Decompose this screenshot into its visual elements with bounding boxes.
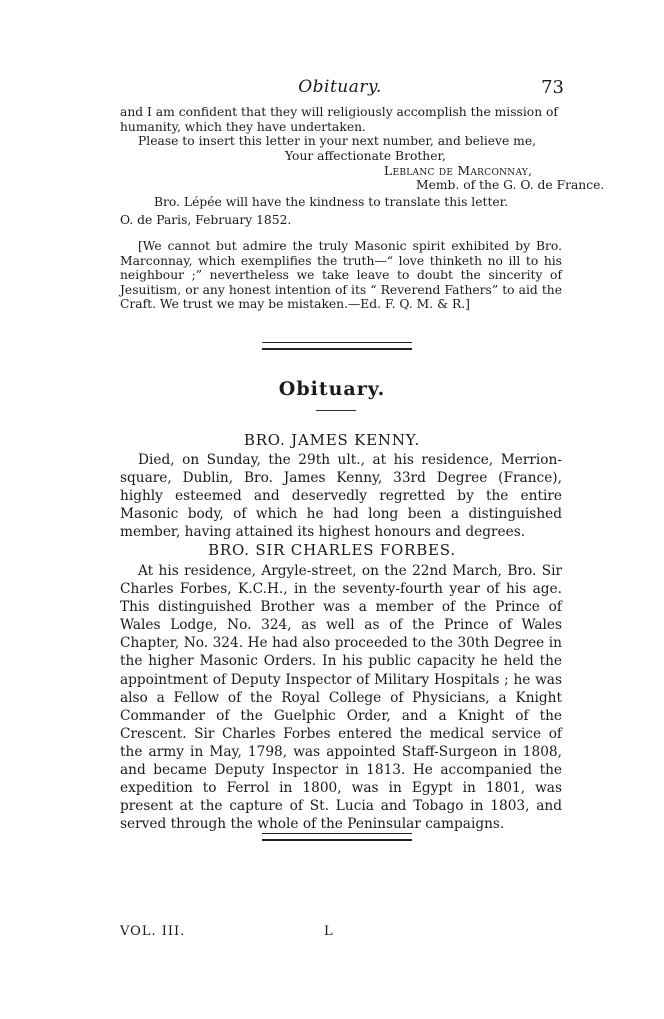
running-title: Obituary. — [298, 77, 382, 97]
entry-body — [120, 562, 562, 833]
dateline: O. de Paris, February 1852. — [120, 212, 292, 227]
section-divider-top — [262, 342, 412, 350]
entry-text: At his residence, Argyle-street, on the 22nd March, Bro. Sir Charles Forbes, K.C.H., in the seventy-fourth year of his age. This distinguished Brother was a member of the Prince of Wales Lodge, No. 324, as well as of the Prince of Wales Chapter, No. 324. He had also proceeded to the 30th Degree in the higher Masonic Orders. In his public capacity he held the appointment of Deputy Inspector of Military Hospitals ; he was also a Fellow of the Royal College of Physicians, a Knight Commander of the Guelphic Order, and a Knight of the Crescent. Sir Charles Forbes entered the medical service of the army in May, 1798, was appointed Staff-Surgeon in 1808, and became Deputy Inspector in 1813. He accompanied the expedition to Ferrol in 1800, was in Egypt in 1801, was present at the capture of St. Lucia and Tobago in 1803, and served through the whole of the Peninsular campaigns. — [120, 563, 562, 833]
letter-closing — [120, 105, 562, 149]
signature-title: Memb. of the G. O. de France. — [416, 178, 605, 193]
section-heading: Obituary. — [278, 378, 386, 400]
entry-title: BRO. SIR CHARLES FORBES. — [208, 541, 456, 559]
heading-underline — [316, 410, 356, 411]
letter-signature-block — [120, 149, 605, 193]
valediction: Your affectionate Brother, — [285, 149, 446, 163]
letter-closing-line-2: Please to insert this letter in your next number, and believe me, — [138, 134, 537, 149]
letter-closing-line-1: and I am confident that they will religiously accomplish the mission of humanity, which they have undertaken. — [120, 105, 558, 134]
entry-text: Died, on Sunday, the 29th ult., at his residence, Merrion-square, Dublin, Bro. James Kenny, 33rd Degree (France), highly esteemed and deservedly regretted by the entire Masonic body, of which he had long been a distinguished member, having attained its highest honours and degrees. — [120, 452, 562, 541]
entry-title: BRO. JAMES KENNY. — [243, 431, 421, 449]
editor-note: [We cannot but admire the truly Masonic spirit exhibited by Bro. Marconnay, which exemplifies the truth—“ love thinketh no ill to his neighbour ;” nevertheless we take leave to doubt the sincerity of Jesuitism, or any honest intention of its “ Reverend Fathers” to aid the Craft. We trust we may be mistaken.—Ed. F. Q. M. & R.] — [120, 239, 562, 312]
page-number: 73 — [541, 77, 564, 98]
editor-note-block — [120, 239, 562, 312]
translation-note: Bro. Lépée will have the kindness to translate this letter. — [154, 195, 509, 209]
letter-postscript — [120, 195, 562, 227]
entry-body — [120, 451, 562, 541]
running-head — [0, 77, 664, 103]
signature-name: Leblanc de Marconnay, — [384, 163, 533, 178]
section-divider-bottom — [262, 833, 412, 841]
volume-label: VOL. III. — [120, 924, 186, 939]
signature-mark: L — [324, 924, 333, 939]
